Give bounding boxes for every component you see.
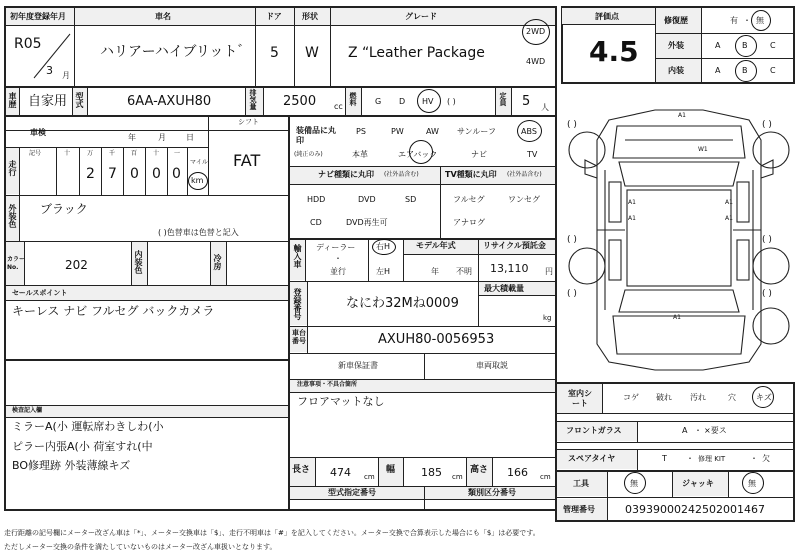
- width-value: 185: [421, 466, 442, 479]
- model-year-unknown: 不明: [456, 267, 472, 276]
- diagram-mark-a1-right-rear: A1: [725, 215, 733, 222]
- inspector-line-3: BO修理跡 外装薄線キズ: [12, 459, 131, 472]
- tv-sub: (社外品含む): [507, 171, 542, 178]
- repair-yes: 有: [730, 16, 738, 25]
- import-right: 右H: [376, 242, 391, 251]
- equip-abs: ABS: [521, 127, 537, 136]
- equip-tv: TV: [527, 150, 538, 159]
- color-no-label: カラーNo.: [7, 256, 26, 271]
- sheet-koge: コゲ: [623, 393, 639, 402]
- equip-aw: AW: [426, 127, 439, 136]
- import-dot: ・: [334, 254, 342, 263]
- shift-value: FAT: [233, 151, 261, 170]
- inspection-month: 月: [158, 133, 166, 142]
- interior-label: 内装: [668, 66, 684, 75]
- diagram-mark-w1: W1: [698, 146, 708, 153]
- color-note: ( )色替車は色替と記入: [158, 228, 239, 237]
- repair-no: 無: [756, 16, 764, 25]
- equip-leather: 本革: [352, 150, 368, 159]
- footer-line-2: ただしメーター交換の条件を満たしていないものはメーター改ざん車扱いとなります。: [4, 543, 277, 551]
- navi-sub: (社外品含む): [384, 171, 419, 178]
- score-label: 評価点: [595, 12, 619, 21]
- recycle-value: 13,110: [490, 262, 529, 275]
- cold-label: 冷房: [213, 254, 222, 270]
- sheet-yabure: 破れ: [656, 393, 672, 402]
- tools-label: 工具: [573, 479, 589, 488]
- door-value: 5: [270, 45, 279, 61]
- spare-label: スペアタイヤ: [568, 454, 616, 463]
- model-year-unit: 年: [431, 267, 439, 276]
- equipment-sub: (純正のみ): [294, 151, 323, 158]
- height-unit: cm: [540, 473, 551, 481]
- equip-airbag: エアバック: [398, 150, 438, 159]
- recycle-label: リサイクル預託金: [483, 241, 546, 250]
- spare-t: T: [662, 454, 667, 463]
- registration-value: なにわ32Mね0009: [346, 296, 459, 311]
- bracket-left-bottom: ( ): [567, 289, 577, 299]
- warranty-manual: 車両取説: [476, 361, 508, 370]
- navi-cd: CD: [310, 218, 322, 227]
- tv-oneseg: ワンセグ: [508, 195, 540, 204]
- person-unit: 人: [541, 103, 549, 112]
- mile-label: マイル: [190, 159, 208, 166]
- exterior-c: C: [770, 41, 776, 50]
- class-value: 自家用: [28, 94, 68, 109]
- car-damage-diagram: [565, 100, 793, 375]
- unit-man: 万: [87, 150, 94, 157]
- km-label: km: [191, 176, 204, 185]
- windshield-a: A: [682, 426, 688, 435]
- equip-navi: ナビ: [471, 150, 487, 159]
- equip-ps: PS: [356, 127, 366, 136]
- diagram-mark-a1-left-front: A1: [628, 199, 636, 206]
- unit-hyaku: 百: [131, 150, 138, 157]
- import-parallel: 並行: [330, 267, 346, 276]
- sheet-yogore: 汚れ: [690, 393, 706, 402]
- control-value: 03939000242502001467: [625, 503, 765, 516]
- month-unit: 月: [62, 71, 70, 80]
- grade-value: Z “Leather Package: [348, 45, 485, 61]
- unit-sen: 千: [109, 150, 116, 157]
- exterior-b: B: [742, 41, 748, 50]
- first-reg-month: 3: [46, 64, 53, 77]
- import-left: 左H: [376, 267, 391, 276]
- width-unit: cm: [452, 473, 463, 481]
- diagram-mark-a1-front: A1: [678, 112, 686, 119]
- height-value: 166: [507, 466, 528, 479]
- exterior-label: 外装: [668, 41, 684, 50]
- repair-label: 修復歴: [664, 16, 688, 25]
- sheet-kizu: キズ: [756, 393, 772, 402]
- diagram-mark-a1-right-front: A1: [725, 199, 733, 206]
- unit-ichi: 一: [174, 150, 181, 157]
- interior-b: B: [742, 66, 748, 75]
- tools-value: 無: [630, 479, 638, 488]
- fuel-hv: HV: [422, 97, 434, 106]
- type-designation-label: 型式指定番号: [328, 488, 376, 497]
- windshield-dot: ・: [694, 426, 702, 435]
- fuel-g: G: [375, 97, 382, 106]
- navi-dvd-play: DVD再生可: [346, 218, 388, 227]
- displacement-value: 2500: [283, 94, 317, 109]
- displacement-label: 排気量: [249, 89, 257, 110]
- width-label: 幅: [386, 465, 396, 475]
- tv-label: TV種類に丸印: [445, 170, 497, 179]
- sheet-ana: 穴: [728, 393, 736, 402]
- drive-2wd: 2WD: [526, 27, 546, 36]
- windshield-replace: ×要ス: [704, 426, 727, 435]
- fuel-d: D: [399, 97, 406, 106]
- spare-missing: 欠: [762, 454, 770, 463]
- inspection-year: 年: [128, 133, 136, 142]
- inspector-line-2: ピラー内張A(小 荷室すれ(中: [12, 440, 153, 453]
- import-dealer: ディーラー: [316, 243, 356, 252]
- warranty-new-car: 新車保証書: [338, 361, 378, 370]
- interior-sheet-label: 室内シート: [568, 389, 592, 409]
- drive-4wd: 4WD: [526, 57, 546, 66]
- repair-dot: ・: [743, 16, 751, 25]
- length-label: 長さ: [292, 465, 311, 475]
- max-load-unit: kg: [543, 314, 552, 322]
- import-label: 輸入車: [293, 244, 302, 268]
- mileage-digit-5: 0: [172, 166, 181, 182]
- class-label: 車歴: [8, 92, 17, 108]
- bracket-right-bottom: ( ): [762, 289, 772, 299]
- mileage-digit-4: 0: [152, 166, 161, 182]
- diagram-mark-a1-rear: A1: [673, 314, 681, 321]
- windshield-label: フロントガラス: [566, 426, 622, 435]
- capacity-value: 5: [522, 94, 531, 109]
- mileage-digit-1: 2: [86, 166, 95, 182]
- length-value: 474: [330, 466, 351, 479]
- model-year-label: モデル年式: [416, 241, 456, 250]
- first-reg-era: R05: [14, 36, 42, 52]
- sales-points-value: キーレス ナビ フルセグ バックカメラ: [12, 304, 215, 318]
- car-name-label: 車名: [155, 12, 171, 21]
- chassis-value: AXUH80-0056953: [378, 332, 495, 347]
- chassis-label: 車台番号: [292, 329, 306, 346]
- height-label: 高さ: [470, 465, 489, 475]
- jack-value: 無: [748, 479, 756, 488]
- fuel-paren: ( ): [447, 97, 456, 106]
- equipment-label: 装備品に丸印: [296, 126, 336, 145]
- navi-sd: SD: [405, 195, 417, 204]
- recycle-yen: 円: [545, 267, 553, 276]
- mileage-digit-3: 0: [130, 166, 139, 182]
- interior-a: A: [715, 66, 721, 75]
- interior-color-label: 内装色: [134, 250, 143, 274]
- tv-fullseg: フルセグ: [453, 195, 485, 204]
- navi-dvd: DVD: [358, 195, 376, 204]
- car-name-value: ハリアーハイブリット゛: [100, 44, 252, 60]
- inspection-day: 日: [186, 133, 194, 142]
- shape-value: W: [305, 45, 319, 61]
- class-number-label: 類別区分番号: [468, 488, 516, 497]
- jack-label: ジャッキ: [682, 479, 714, 488]
- notes-value: フロアマットなし: [297, 395, 385, 408]
- bracket-right-mid: ( ): [762, 235, 772, 245]
- navi-label: ナビ種類に丸印: [318, 170, 374, 179]
- model-value: 6AA-AXUH80: [127, 94, 212, 109]
- score-value: 4.5: [589, 35, 639, 68]
- color-label: 外装色: [8, 204, 17, 228]
- equip-sunroof: サンルーフ: [457, 127, 496, 136]
- max-load-label: 最大積載量: [484, 284, 524, 293]
- bracket-right-top: ( ): [762, 120, 772, 130]
- color-value: ブラック: [40, 202, 88, 216]
- model-label: 型式: [75, 92, 84, 108]
- unit-ju: 十: [64, 150, 71, 157]
- bracket-left-top: ( ): [567, 120, 577, 130]
- capacity-label: 定員: [499, 92, 507, 106]
- inspector-line-1: ミラーA(小 運転席わきしわ(小: [12, 420, 164, 433]
- inspector-label: 検査記入欄: [12, 407, 43, 414]
- footer-line-1: 走行距離の記号欄にメーター改ざん車は「*」、メーター交換車は「$」、走行不明車は「#」を記入してください。メーター交換で合算表示した場合にも「$」は必要です。: [4, 529, 540, 537]
- registration-label: 登録番号: [293, 288, 302, 320]
- interior-c: C: [770, 66, 776, 75]
- cc-unit: cc: [334, 102, 343, 111]
- grade-label: グレード: [405, 12, 437, 21]
- exterior-a: A: [715, 41, 721, 50]
- inspection-label: 車検: [30, 128, 46, 137]
- control-label: 管理番号: [563, 505, 595, 514]
- diagram-mark-a1-left-rear: A1: [628, 215, 636, 222]
- door-label: ドア: [266, 12, 282, 21]
- length-unit: cm: [364, 473, 375, 481]
- unit-ju2: 十: [153, 150, 160, 157]
- mileage-sym-label: 記号: [29, 150, 42, 157]
- color-no-value: 202: [65, 258, 88, 272]
- tv-analog: アナログ: [453, 218, 485, 227]
- notes-label: 注意事項・不具合箇所: [297, 381, 358, 388]
- spare-repair-kit: 修理 KIT: [698, 455, 726, 463]
- navi-hdd: HDD: [307, 195, 326, 204]
- mileage-label: 走行: [8, 160, 17, 176]
- shape-label: 形状: [302, 12, 318, 21]
- spare-dot2: ・: [750, 454, 758, 463]
- sales-points-label: セールスポイント: [12, 289, 68, 297]
- mileage-digit-2: 7: [108, 166, 117, 182]
- shift-label: シフト: [238, 118, 259, 126]
- spare-dot: ・: [686, 454, 694, 463]
- bracket-left-mid: ( ): [567, 235, 577, 245]
- fuel-label: 燃料: [349, 92, 357, 106]
- equip-pw: PW: [391, 127, 404, 136]
- first-reg-label: 初年度登録年月: [10, 12, 66, 21]
